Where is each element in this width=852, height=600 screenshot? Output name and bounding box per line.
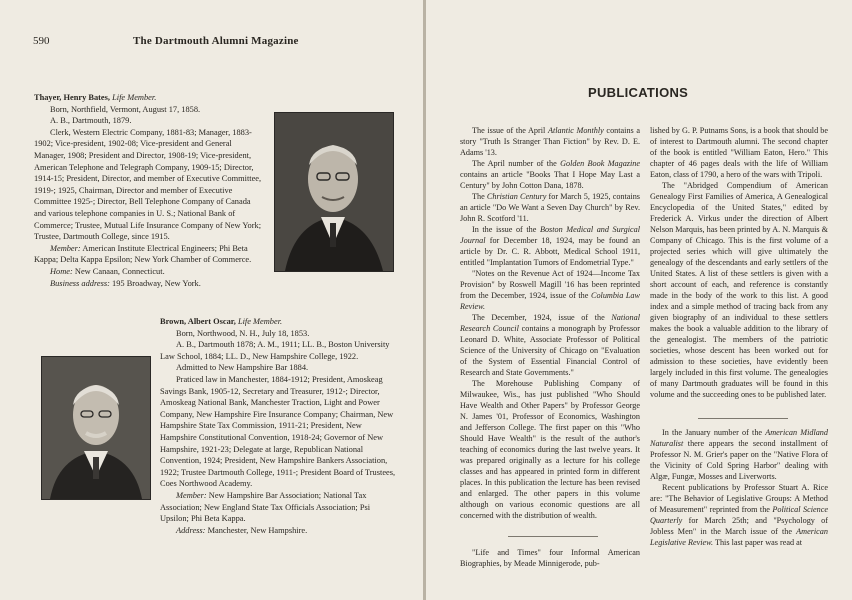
publication-title: Boston Medical and Surgical Journal — [460, 225, 640, 245]
bio-name: Brown, Albert Oscar, — [160, 317, 236, 326]
publication-text: The Morehouse Publishing Company of Milwaukee, Wis., has just published "Who Should Have Wealth and Other Papers" by Professor George N. James '01, Professor of Economics, Washington and Jefferson College. The first paper on this "Who Should Have Wealth" is the result of the author's teaching of economics during the last twelve years. It was prepared originally as a lecture for his college classes and has appeared in printed form in different places. In this publication the lecture has been revised and enlarged. The other papers in this volume although on various economic questions are all concerned with the distribution of wealth. — [460, 379, 640, 520]
bio-career: Praticed law in Manchester, 1884-1912; President, Amoskeag Savings Bank, 1905-12, Secretary and Treasurer, 1912-; Director, Amoskeag National Bank, Manchester Traction, Light and Power Company, New Hampshire Fire Insurance Company; Chairman, New Hampshire State Tax Commission, 1911-21; President, New Hampshire Constitutional Convention, 1918-24; Governor of New Hampshire, 1921-23; Delegate at large, Republican National Convention, 1924; President, New Hampshire Bankers Association, 1922; Trustee Dartmouth College, 1911-; President Board of Trustees, Coes Northwood Academy. — [160, 374, 396, 489]
publication-text: Recent publications by Professor Stuart A. Rice are: "The Behavior of Legislative Groups: A Method of Measurement" reprinted from the — [650, 483, 828, 514]
column-right-bottom — [650, 427, 828, 548]
publication-entry — [460, 191, 640, 224]
publication-text: The issue of the April — [472, 126, 548, 135]
publication-text: contains an article "Books That I Hope May Last a Century" by John Cotton Dana, 1878. — [460, 170, 640, 190]
bio-degree: A. B., Dartmouth, 1879. — [50, 116, 132, 126]
column-left — [460, 125, 640, 521]
page-number: 590 — [33, 35, 50, 47]
publication-text: contains a story "Truth Is Stranger Than Fiction" by Rev. D. E. Adams '13. — [460, 126, 640, 157]
portrait-brown — [41, 356, 151, 500]
bio-membership: Life Member. — [237, 317, 283, 326]
publication-entry: "Life and Times" four Informal American Biographies, by Meade Minnigerode, pub- — [460, 548, 640, 568]
publication-entry — [460, 224, 640, 268]
bio-born: Born, Northfield, Vermont, August 17, 1858. — [50, 104, 201, 114]
publication-title: Golden Book Magazine — [560, 159, 640, 168]
bio-membership: Life Member. — [112, 93, 157, 102]
publication-entry — [460, 125, 640, 158]
bio-member-label: Member: — [50, 243, 81, 253]
portrait-thayer — [274, 112, 394, 272]
bio-member-text: New Hampshire Bar Association; National Tax Association; New England State Tax Officials Association; Psi Upsilon; Phi Beta Kappa. — [160, 490, 371, 524]
publication-title: American Legislative Review. — [650, 527, 828, 547]
bio-home-text: New Canaan, Connecticut. — [74, 266, 165, 276]
column-divider-rule-right — [698, 418, 788, 419]
right-page — [426, 0, 852, 600]
publication-text: for March 5, 1925, contains an article "Do We Want a Seven Day Church" by Rev. John R. Scotford '11. — [460, 192, 640, 223]
publication-entry — [650, 427, 828, 482]
publication-title: Atlantic Monthly — [547, 126, 604, 135]
publication-entry — [460, 312, 640, 378]
column-right — [650, 125, 828, 400]
publication-text: The — [472, 192, 487, 201]
publication-text: for December 18, 1924, may be found an article by Dr. C. R. Abbott, Medical School 1911, entitled "Implantation Tumors of Endometrial Type." — [460, 236, 640, 267]
publication-text: contains a monograph by Professor Leonard D. White, Associate Professor of Political Science of the University of Chicago on "Evaluation of the System of Essential Financial Control of Research and State Governments." — [460, 324, 640, 377]
publication-title: National Research Council — [460, 313, 640, 333]
column-left-bottom — [460, 547, 640, 569]
publication-text: there appears the second installment of Professor N. M. Grier's paper on the "Native Flora of the Vicinity of Cold Spring Harbor" dealing with Algæ, Fungæ, Mosses and Liverworts. — [650, 439, 828, 481]
bio-brown — [160, 316, 400, 536]
publication-text: lished by G. P. Putnams Sons, is a book that should be of interest to Dartmouth alumni. The second chapter of the book is entitled "William Eaton, Hero." This chapter of 46 pages deals with the life of William Eaton, class of 1790, a hero of the wars with Tripoli. — [650, 126, 828, 179]
bio-admitted: Admitted to New Hampshire Bar 1884. — [176, 363, 309, 373]
bio-career: Clerk, Western Electric Company, 1881-83; Manager, 1883-1902; Vice-president, 1902-08; Vice-president and General Manager, 1908; President and Director, 1908-19; Vice-president, American Telephone and Telegraph Company, 1909-15; Director, 1914-15; President, Director, and member of Executive Committee, 1919-; 1925, Chairman, Director and member of Executive Committee 1925-; Director, Bell Telephone Company of Canada and various telephone companies in U. S.; National Bank of Commerce; Trustee, Mutual Life Insurance Company of New York; Trustee, Dartmouth College, since 1915. — [34, 127, 262, 242]
publication-entry — [460, 378, 640, 521]
bio-business-text: 195 Broadway, New York. — [112, 278, 201, 288]
publication-entry — [650, 482, 828, 548]
column-divider-rule — [508, 536, 598, 537]
publication-text: The "Abridged Compendium of American Genealogy First Families of America, A Genealogical Encyclopedia of the United States," edited by Frederick A. Virkus under the direction of Albert Nelson Marquis, has been printed by A. N. Marquis & Company of Chicago. This is the first volume of a projected series which will give ultimately the genealogy of the descendants and early settlers of the United States. A list of these settlers is given with a short account of each, and reference is constantly made in the body of the work to this list. A good index and a simple method of tracing back from any given biography of an individual to these settlers makes the book a valuable addition to the library of the genealogist. The members of the patriotic societies, whose descent has been worked out for admission to these societies, have evidently been largely included in this first volume. The genealogies of many Dartmouth graduates will be found in this volume and the succeeding ones to be published later. — [650, 181, 828, 399]
publication-text: In the issue of the — [472, 225, 540, 234]
bio-degree: A. B., Dartmouth 1878; A. M., 1911; LL. B., Boston University Law School, 1884; LL. D., New Hampshire College, 1922. — [160, 340, 390, 361]
publication-text: for March 25th; and "Psychology of Jobless Men" in the March issue of the — [650, 516, 828, 536]
bio-member-text: American Institute Electrical Engineers; Phi Beta Kappa; Delta Kappa Epsilon; New York Chamber of Commerce. — [34, 243, 252, 265]
running-head: The Dartmouth Alumni Magazine — [133, 35, 299, 47]
publication-title: Columbia Law Review. — [460, 291, 640, 311]
bio-address-text: Manchester, New Hampshire. — [207, 525, 308, 535]
bio-member-label: Member: — [176, 490, 207, 500]
section-title: PUBLICATIONS — [588, 85, 689, 100]
left-page — [0, 0, 423, 600]
publication-text: The December, 1924, issue of the — [472, 313, 612, 322]
publication-title: American Midland Naturalist — [650, 428, 828, 448]
publication-entry — [650, 125, 828, 180]
publication-text: This last paper was read at — [713, 538, 803, 547]
publication-entry — [650, 180, 828, 400]
bio-address-label: Address: — [176, 525, 206, 535]
publication-title: Political Science Quarterly — [650, 505, 828, 525]
bio-home-label: Home: — [50, 266, 73, 276]
publication-text: The April number of the — [472, 159, 561, 168]
publication-entry — [460, 158, 640, 191]
portrait-brown-image — [42, 357, 150, 499]
publication-title: Christian Century — [486, 192, 547, 201]
publication-text: "Notes on the Revenue Act of 1924—Income Tax Provision" by Roswell Magill '16 has been reprinted from the December, 1924, issue of the — [460, 269, 640, 300]
bio-born: Born, Northwood, N. H., July 18, 1853. — [176, 328, 310, 338]
publication-entry — [460, 268, 640, 312]
bio-name: Thayer, Henry Bates, — [34, 93, 110, 102]
bio-thayer — [34, 92, 262, 289]
portrait-thayer-image — [275, 113, 393, 271]
publication-text: In the January number of the — [662, 428, 766, 437]
bio-business-label: Business address: — [50, 278, 110, 288]
